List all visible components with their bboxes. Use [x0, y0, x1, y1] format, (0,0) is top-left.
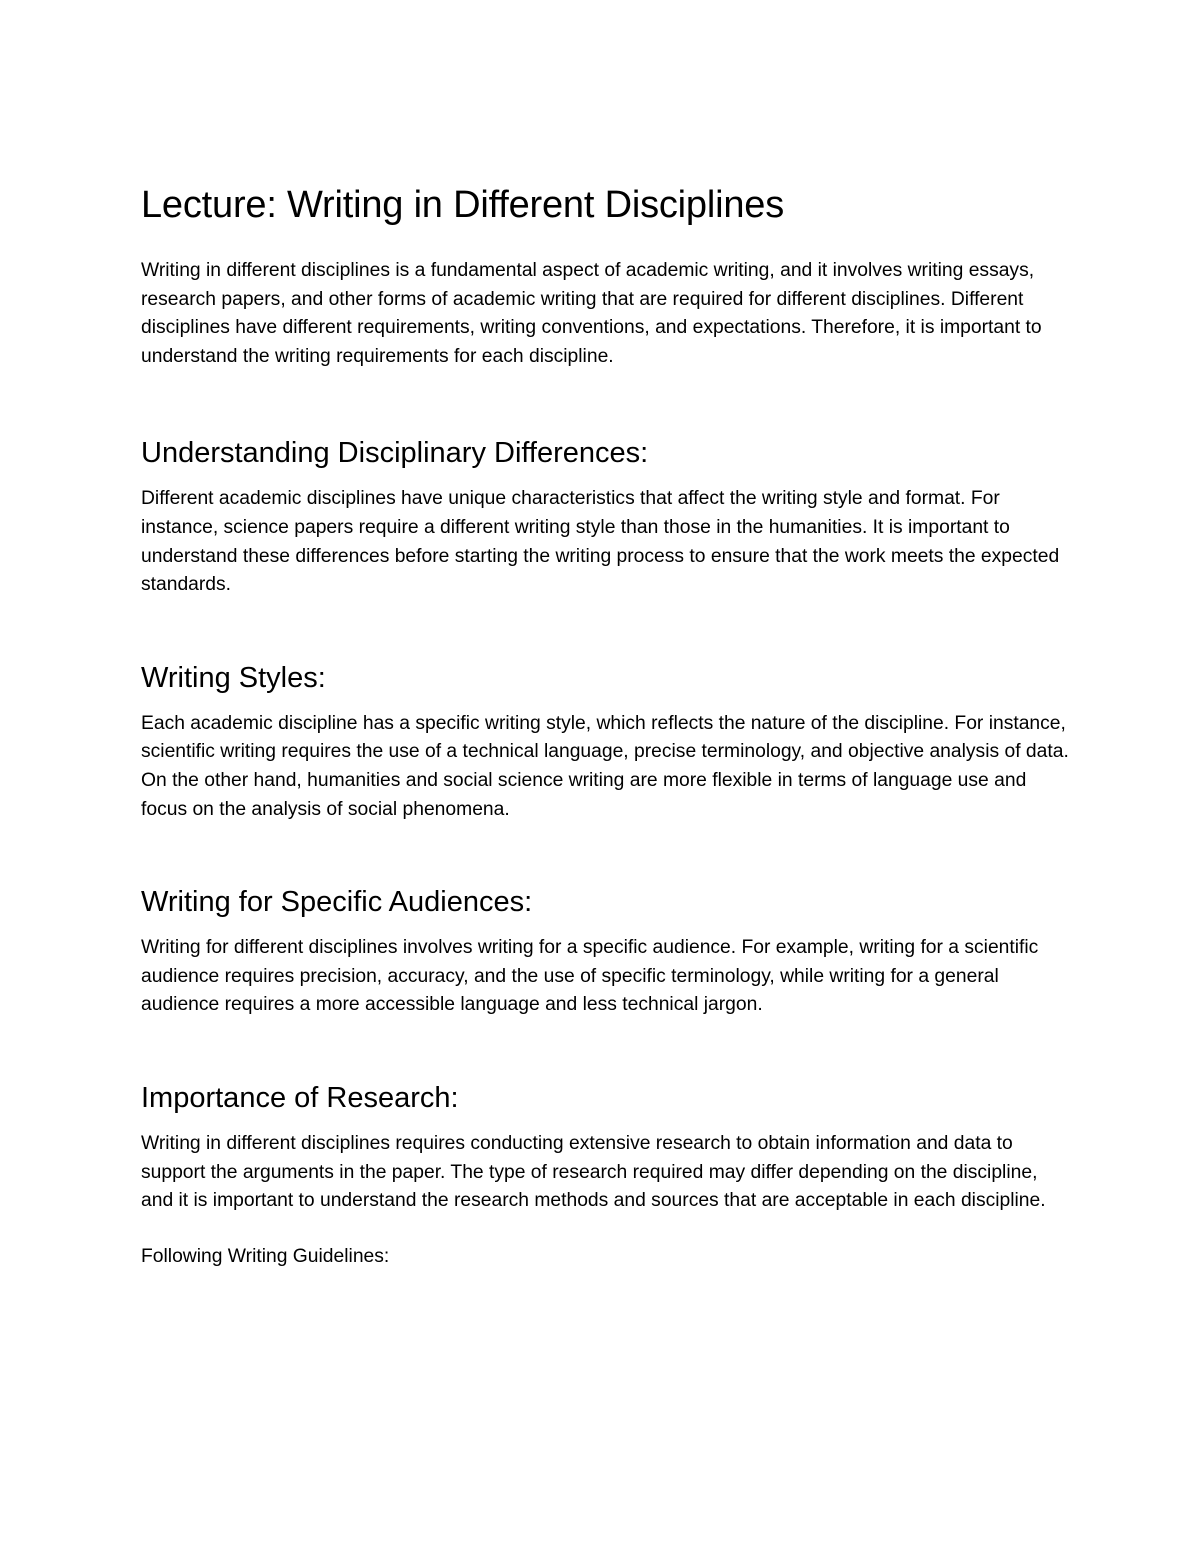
section-body: Different academic disciplines have unique characteristics that affect the writing style and format. For instance, science papers require a different writing style than those in the humanities. It is important to understand these differences before starting the writing process to ensure that the work meets the expected standards. [141, 488, 1060, 596]
section-writing-styles [141, 660, 1071, 824]
section-body: Writing in different disciplines requires conducting extensive research to obtain information and data to support the arguments in the paper. The type of research required may differ depending on the discipline, and it is important to understand the research methods and sources that are acceptable in each discipline. [141, 1132, 1046, 1212]
section-body: Writing for different disciplines involves writing for a specific audience. For example, writing for a scientific audience requires precision, accuracy, and the use of specific terminology, while writing for a general audience requires a more accessible language and less technical jargon. [141, 937, 1039, 1016]
document-title: Lecture: Writing in Different Disciplines [141, 184, 784, 226]
trailing-line: Following Writing Guidelines: [141, 1245, 390, 1267]
intro-paragraph: Writing in different disciplines is a fundamental aspect of academic writing, and it involves writing essays, research papers, and other forms of academic writing that are required for different disciplines. Different disciplines have different requirements, writing conventions, and expectations. Therefore, it is important to understand the writing requirements for each discipline. [141, 260, 1042, 367]
section-specific-audiences [141, 884, 1071, 1020]
section-heading: Writing for Specific Audiences: [141, 886, 533, 919]
section-heading: Importance of Research: [141, 1081, 459, 1114]
section-heading: Understanding Disciplinary Differences: [141, 437, 649, 470]
section-importance-of-research [141, 1080, 1071, 1216]
document-page [141, 180, 1071, 1271]
section-heading: Writing Styles: [141, 661, 326, 694]
section-body: Each academic discipline has a specific writing style, which reflects the nature of the discipline. For instance, scientific writing requires the use of a technical language, precise terminology, and objective analysis of data. On the other hand, humanities and social science writing are more flexible in terms of language use and focus on the analysis of social phenomena. [141, 712, 1069, 820]
section-disciplinary-differences [141, 435, 1071, 599]
